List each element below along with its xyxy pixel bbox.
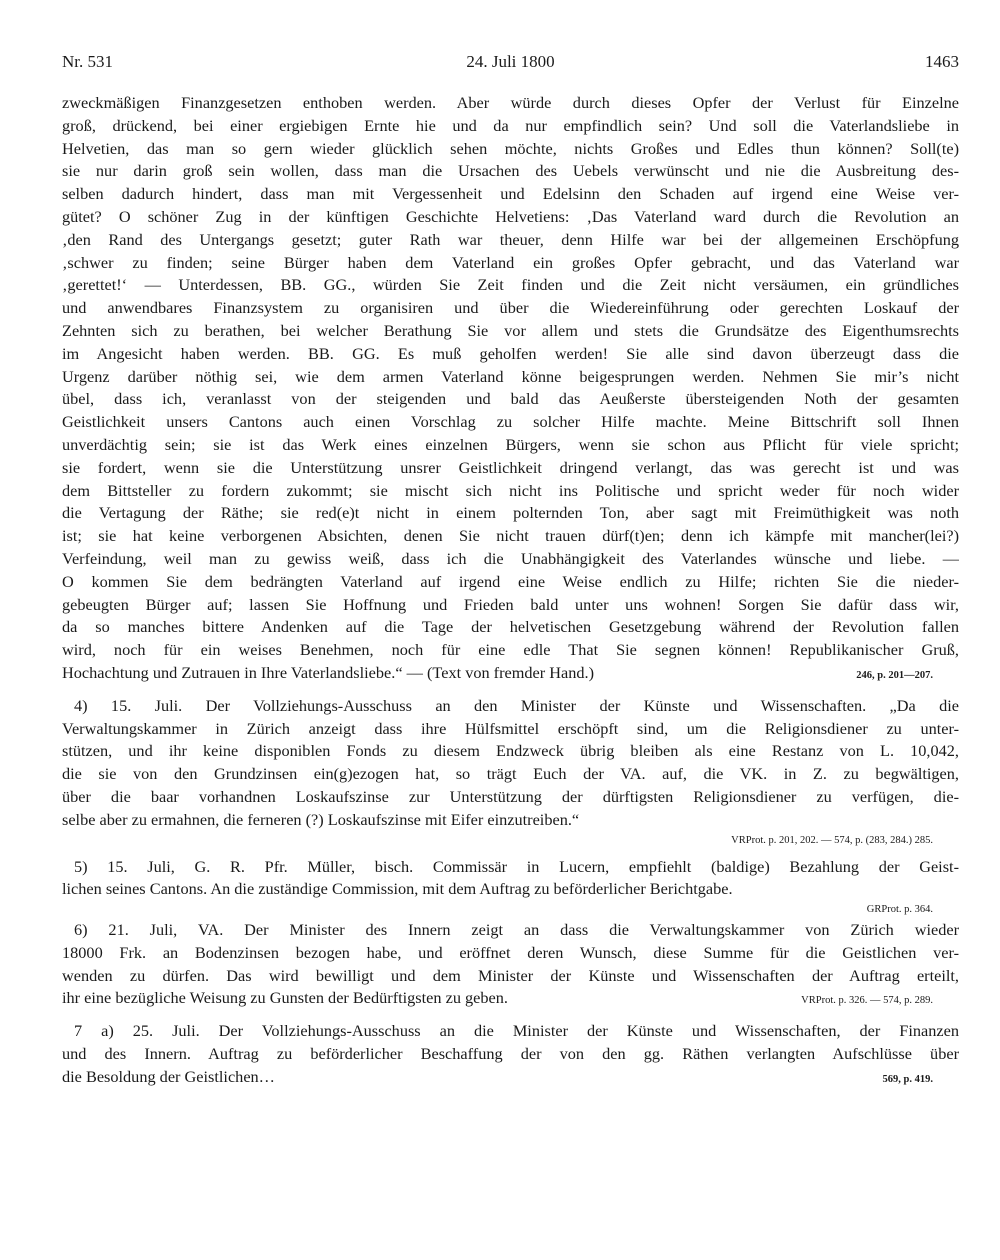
text-line: O kommen Sie dem bedrängten Vaterland auf irgend eine Weise endlich zu Hilfe; richten Sie die nieder- (62, 571, 959, 591)
source-reference: 569, p. 419. (882, 1073, 933, 1085)
text-line: Verwaltungskammer in Zürich anzeigt dass ihre Hülfsmittel erschöpft sind, um die Religionsdiener zu unter- (62, 718, 959, 738)
text-line: gebeugten Bürger auf; lassen Sie Hoffnung und Frieden bald unter uns wohnen! Sorgen Sie dafür dass wir, (62, 594, 959, 614)
source-reference: GRProt. p. 364. (866, 904, 933, 916)
text-line: selbe aber zu ermahnen, die ferneren (?) Loskaufszinse mit Eifer einzutreiben.“ (62, 809, 580, 829)
text-line: und des Innern. Auftrag zu beförderlicher Beschaffung der von den gg. Räthen verlangten Aufschlüsse über (62, 1044, 959, 1064)
text-line: lichen seines Cantons. An die zuständige Commission, mit dem Auftrag zu beförderlicher Berichtgabe. (62, 879, 733, 899)
text-line: die Besoldung der Geistlichen… (62, 1066, 275, 1086)
text-line: wenden zu dürfen. Das wird bewilligt und dem Minister der Künste und Wissenschaften der Auftrag erteilt, (62, 965, 959, 985)
text-line: unverdächtig sein; sie ist das Werk eines einzelnen Bürgers, wenn sie schon aus Pflicht für viele spricht; (62, 434, 959, 454)
document-number: Nr. 531 (62, 52, 113, 71)
text-line: ist; sie hat keine verborgenen Absichten, denen Sie nicht trauen dürf(t)en; denn ich kämpfe mit mancher(lei?) (62, 526, 959, 546)
source-reference: VRProt. p. 201, 202. — 574, p. (283, 284.) 285. (731, 834, 933, 846)
entry-heading-line: 4) 15. Juli. Der Vollziehungs-Ausschuss an den Minister der Künste und Wissenschaften. „Da die (74, 695, 959, 715)
text-line: im Angesicht haben werden. BB. GG. Es muß geholfen werden! Sie alle sind davon überzeugt dass die (62, 343, 959, 363)
text-line: dem Bittsteller zu fordern zukommt; sie mischt sich nicht ins Politische und spricht weder für noch wider (62, 480, 959, 500)
text-line: Urgenz darüber nöthig sei, wie dem armen Vaterland könne beigesprungen werden. Nehmen Sie mir’s nicht (62, 366, 959, 386)
text-line: Verfeindung, weil man zu gewiss weiß, dass ich die Unabhängigkeit des Vaterlandes wünsche und liebe. — (62, 548, 959, 568)
entry-6 (62, 919, 959, 1010)
text-line: selben dadurch hindert, dass man mit Vergessenheit und Edelsinn den Schaden auf irgend eine Weise ver- (62, 184, 959, 204)
text-line: ‚schwer zu finden; seine Bürger haben dem Vaterland ein großes Opfer gebracht, und das Vaterland war (62, 252, 959, 272)
text-line: die sie von den Grundzinsen ein(g)ezogen hat, so trägt Euch der VA. auf, die VK. in Z. zu begwältigen, (62, 764, 959, 784)
page-header (62, 52, 959, 76)
entry-4 (62, 695, 959, 850)
text-line: und anwendbares Finanzsystem zu organisiren und über die Wiedereinführung oder gerechten Loskauf der (62, 298, 959, 318)
text-line: 18000 Frk. an Bodenzinsen bezogen habe, und eröffnet deren Wunsch, diese Summe für die Geistlichen ver- (62, 942, 959, 962)
text-line: Zehnten sich zu berathen, bei welcher Berathung Sie vor allem und stets die Grundsätze des Eigenthumsrechts (62, 320, 959, 340)
text-line: stützen, und ihr keine disponiblen Fonds zu diesem Endzweck übrig bleiben als eine Restanz von L. 10,042, (62, 741, 959, 761)
text-line-with-reference (62, 1066, 959, 1089)
text-line: über die baar vorhandnen Loskaufszinse zur Unterstützung der dürftigsten Religionsdiener zu verfügen, die- (62, 786, 959, 806)
entry-heading-line: 5) 15. Juli, G. R. Pfr. Müller, bisch. Commissär in Lucern, empfiehlt (baldige) Bezahlung der Geist- (74, 856, 959, 876)
text-line: ‚den Rand des Untergangs gesetzt; guter Rath war theuer, denn Hilfe war bei der allgemeinen Erschöpfung (62, 229, 959, 249)
text-line: gütet? O schöner Zug in der künftigen Geschichte Helvetiens: ‚Das Vaterland ward durch die Revolution an (62, 206, 959, 226)
entry-heading-line: 6) 21. Juli, VA. Der Minister des Innern zeigt an dass die Verwaltungskammer von Zürich wieder (74, 920, 959, 940)
text-line-with-reference (62, 662, 959, 685)
text-line-with-reference (62, 987, 959, 1010)
text-line: sie fordert, wenn sie die Unterstützung unsrer Geistlichkeit dringend verlangt, das was gerecht ist und was (62, 457, 959, 477)
text-line: ihr eine bezügliche Weisung zu Gunsten der Bedürftigsten zu geben. (62, 988, 508, 1008)
text-line: da so manches bittere Andenken auf die Tage der helvetischen Gesetzgebung während der Revolution fallen (62, 617, 959, 637)
text-line: Geistlichkeit unsers Cantons auch einen Vorschlag zu solcher Hilfe machte. Meine Bittschrift soll Ihnen (62, 412, 959, 432)
text-line: die Vertagung der Räthe; sie red(e)t nicht in einem polternden Ton, aber sagt mit Freimüthigkeit was noth (62, 503, 959, 523)
text-line: Hochachtung und Zutrauen in Ihre Vaterlandsliebe.“ — (Text von fremder Hand.) (62, 662, 595, 682)
text-line: Helvetien, das man so gern wieder glücklich sehen möchte, nichts Großes und Edles thun können? Soll(te) (62, 138, 959, 158)
entry-5 (62, 856, 959, 920)
page-number: 1463 (925, 52, 959, 71)
text-line: groß, drückend, bei einer ergiebigen Ernte hie und da nur empfindlich sein? Und soll die Vaterlandsliebe in (62, 115, 959, 135)
text-line: zweckmäßigen Finanzgesetzen enthoben werden. Aber würde durch dieses Opfer der Verlust für Einzelne (62, 93, 959, 112)
text-line: sie nur darin groß sein wollen, dass man die Ursachen des Uebels verwünscht und nie die Ausbreitung des- (62, 161, 959, 181)
source-reference: 246, p. 201—207. (856, 669, 933, 681)
document-date: 24. Juli 1800 (466, 52, 555, 71)
text-line: ‚gerettet!‘ — Unterdessen, BB. GG., würden Sie Zeit finden und die Zeit nicht versäumen, ein gründliches (62, 275, 959, 295)
entry-heading-line: 7 a) 25. Juli. Der Vollziehungs-Ausschuss an die Minister der Künste und Wissenschaften, der Finanzen (74, 1021, 959, 1041)
text-line: übel, dass ich, veranlasst von der steigenden und bald das Aeußerste übersteigenden Noth der gesamten (62, 389, 959, 409)
source-reference: VRProt. p. 326. — 574, p. 289. (801, 995, 933, 1007)
spacer (62, 1010, 959, 1020)
paragraph-letter (62, 92, 959, 685)
spacer (62, 685, 959, 695)
entry-7a (62, 1020, 959, 1088)
page-body (62, 92, 959, 1089)
text-line: wird, noch für ein weises Benehmen, noch für eine edle That Sie segnen können! Republikanischer Gruß, (62, 640, 959, 660)
